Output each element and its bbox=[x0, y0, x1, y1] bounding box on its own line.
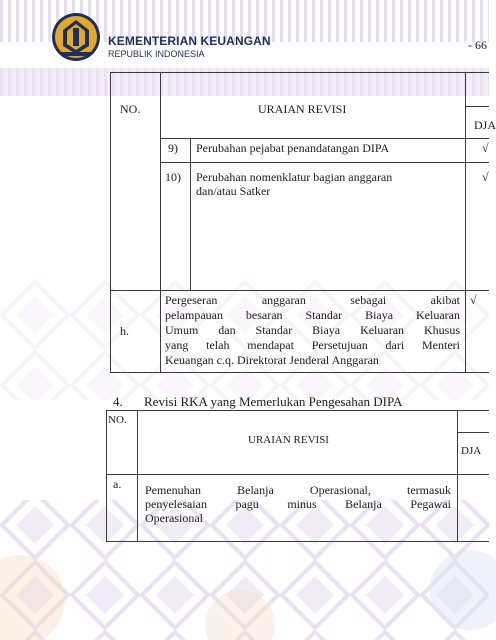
table1-row-check: √ bbox=[470, 293, 477, 307]
table2-row-text-line: penyelesaian pagu minus Belanja Pegawai bbox=[145, 497, 451, 511]
table1-row-number: 9) bbox=[168, 141, 178, 155]
table1-row-check: √ bbox=[482, 170, 489, 184]
org-name: KEMENTERIAN KEUANGAN bbox=[108, 34, 271, 48]
table2-header-no: NO. bbox=[108, 414, 127, 426]
table1-row-text-line: Pergeseran anggaran sebagai akibat bbox=[165, 293, 460, 307]
table2-row-letter: a. bbox=[113, 477, 122, 491]
table2-row-text-line: Pemenuhan Belanja Operasional, termasuk bbox=[145, 483, 451, 497]
table1-header-dja: DJA bbox=[474, 118, 496, 132]
table1-header-uraian: URAIAN REVISI bbox=[258, 102, 347, 116]
table1-header-no: NO. bbox=[120, 102, 141, 116]
table1-row-text-line: dan/atau Satker bbox=[196, 184, 271, 198]
table2-header-dja: DJA bbox=[461, 445, 482, 457]
page-number: - 66 bbox=[468, 38, 487, 52]
table1-row-text-line: Keuangan c.q. Direktorat Jenderal Anggaran bbox=[165, 353, 379, 367]
table1-row-text-line: yang telah mendapat Persetujuan dari Menteri bbox=[165, 338, 460, 352]
table1-row-text-line: Umum dan Standar Biaya Keluaran Khusus bbox=[165, 323, 460, 337]
ministry-logo bbox=[51, 12, 101, 62]
table1-row-number: 10) bbox=[165, 170, 181, 184]
table1-row-text-line: Perubahan nomenklatur bagian anggaran bbox=[196, 170, 393, 184]
table1-row-text-line: pelampauan besaran Standar Biaya Keluaran bbox=[165, 308, 460, 322]
table2-header-uraian: URAIAN REVISI bbox=[248, 434, 329, 446]
section-title: Revisi RKA yang Memerlukan Pengesahan DIPA bbox=[144, 394, 403, 409]
table1-row-text: Perubahan pejabat penandatangan DIPA bbox=[196, 141, 390, 155]
section-number: 4. bbox=[113, 394, 123, 409]
org-subtitle: REPUBLIK INDONESIA bbox=[108, 49, 205, 59]
table2-row-text-line: Operasional bbox=[145, 511, 203, 525]
table1-row-letter: h. bbox=[120, 324, 129, 338]
table1-row-check: √ bbox=[482, 141, 489, 155]
